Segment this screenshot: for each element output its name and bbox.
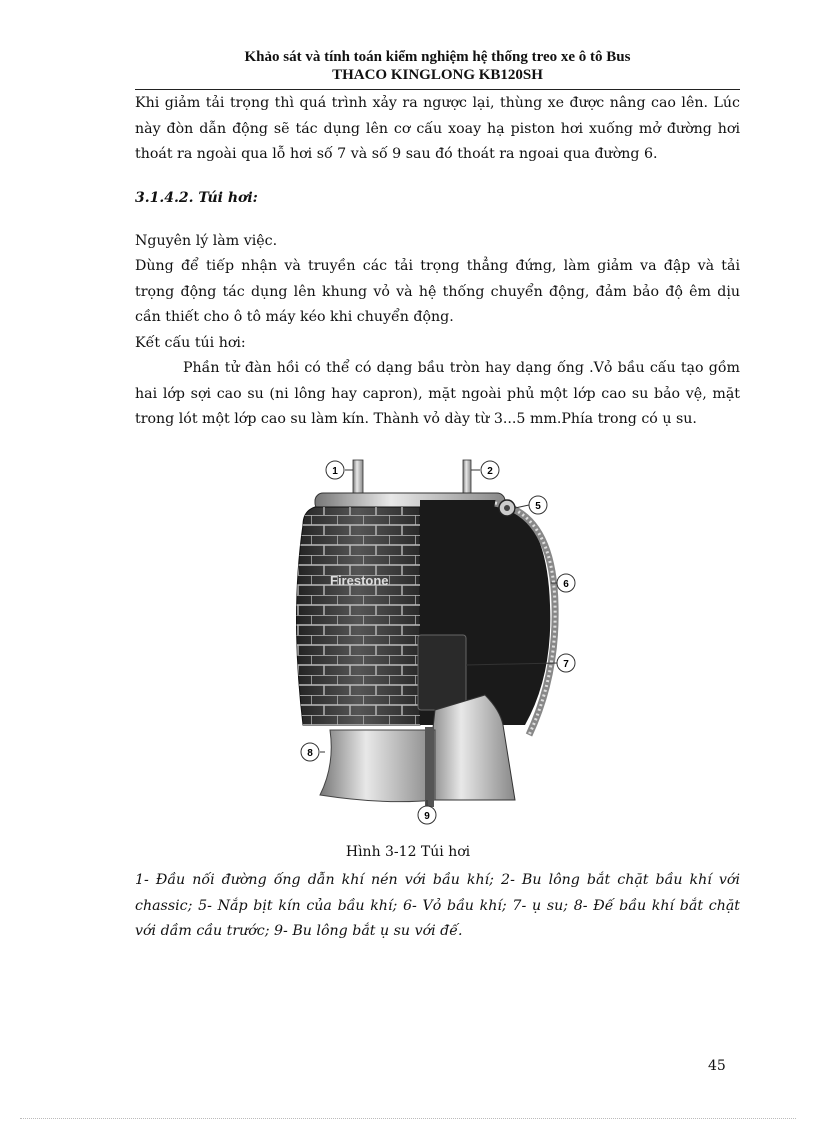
bellows-texture (297, 507, 421, 725)
header-title: Khảo sát và tính toán kiểm nghiệm hệ thống treo xe ô tô Bus (244, 49, 631, 65)
page-number: 45 (708, 1058, 726, 1074)
callout-5-label: 5 (535, 501, 541, 512)
section-heading: 3.1.4.2. Túi hơi: (135, 190, 258, 206)
air-spring-figure (285, 455, 585, 825)
callout-1-label: 1 (332, 466, 338, 477)
structure-title: Kết cấu túi hơi: (135, 335, 246, 351)
intro-paragraph: Khi giảm tải trọng thì quá trình xảy ra ngược lại, thùng xe được nâng cao lên. Lúc này đòn dẫn động sẽ tác dụng lên cơ cấu xoay hạ piston hơi xuống mở đường hơi thoát ra ngoài qua lỗ hơi số 7 và số 9 sau đó thoát ra ngoai qua đường 6. (135, 95, 740, 162)
figure-legend: 1- Đầu nối đường ống dẫn khí nén với bầu khí; 2- Bu lông bắt chặt bầu khí với chassic; 5- Nắp bịt kín của bầu khí; 6- Vỏ bầu khí; 7- ụ su; 8- Đế bầu khí bắt chặt với dầm cầu trước; 9- Bu lông bắt ụ su với đế. (135, 872, 740, 939)
rubber-bumper (418, 635, 466, 710)
callout-6-label: 6 (563, 579, 569, 590)
principle-paragraph: Dùng để tiếp nhận và truyền các tải trọng thẳng đứng, làm giảm va đập và tải trọng động tác dụng lên khung vỏ và hệ thống chuyển động, đảm bảo độ êm dịu cần thiết cho ô tô máy kéo khi chuyển động. (135, 258, 740, 325)
header-divider (135, 89, 740, 90)
principle-title: Nguyên lý làm việc. (135, 233, 278, 249)
brand-text: Firestone (330, 573, 389, 588)
base-bolt (425, 727, 434, 807)
header-subtitle: THACO KINGLONG KB120SH (332, 67, 543, 83)
page-header (135, 48, 740, 84)
figure-caption: Hình 3-12 Túi hơi (345, 844, 471, 860)
callout-2-label: 2 (487, 466, 493, 477)
callout-9-label: 9 (424, 811, 430, 822)
seal-ring-core (504, 505, 510, 511)
footer-divider (20, 1118, 796, 1119)
callout-8-label: 8 (307, 748, 313, 759)
structure-paragraph: Phần tử đàn hồi có thể có dạng bầu tròn hay dạng ống .Vỏ bầu cấu tạo gồm hai lớp sợi cao su (ni lông hay capron), mặt ngoài phủ một lớp cao su bảo vệ, mặt trong lót một lớp cao su làm kín. Thành vỏ dày từ 3...5 mm.Phía trong có ụ su. (135, 360, 740, 427)
callout-7-label: 7 (563, 659, 569, 670)
base-pedestal (320, 730, 435, 802)
